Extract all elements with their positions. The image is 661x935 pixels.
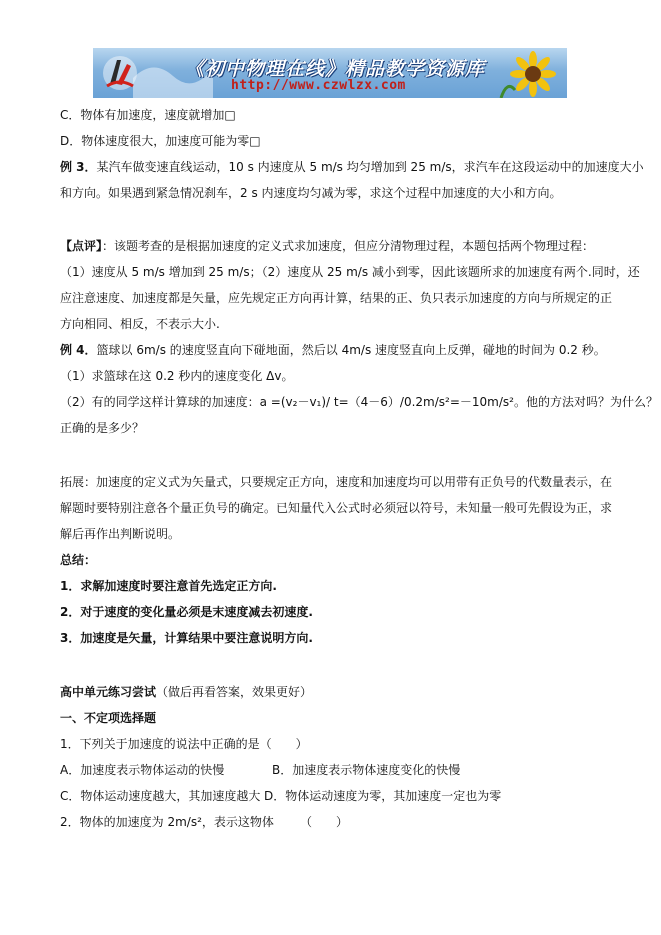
header-banner (93, 48, 567, 98)
example-4-line-2: （1）求篮球在这 0.2 秒内的速度变化 Δv。 (60, 369, 294, 383)
summary-item-2: 2．对于速度的变化量必须是末速度减去初速度. (60, 605, 313, 619)
example-3-label: 例 3． (60, 160, 97, 174)
summary-item-1: 1．求解加速度时要注意首先选定正方向. (60, 579, 277, 593)
question-1-option-b: B．加速度表示物体速度变化的快慢 (272, 763, 461, 777)
example-4-text: 篮球以 6m/s 的速度竖直向下碰地面，然后以 4m/s 速度竖直向上反弹，碰地的时间为 0.2 秒。 (96, 343, 606, 357)
summary-item-3: 3．加速度是矢量，计算结果中要注意说明方向. (60, 631, 313, 645)
comment-text: ：该题考查的是根据加速度的定义式求加速度，但应分清物理过程，本题包括两个物理过程： (102, 239, 595, 253)
option-c-line: C．物体有加速度，速度就增加□ (60, 108, 236, 122)
practice-heading-note: （做后再看答案，效果更好） (156, 685, 313, 699)
example-4-line-1 (60, 342, 606, 358)
question-1-option-a: A．加速度表示物体运动的快慢 (60, 763, 225, 777)
logo-icon (101, 54, 139, 92)
banner-url[interactable]: http://www.czwlzx.com (231, 78, 406, 93)
question-2-blank: （ ） (300, 815, 349, 829)
question-2: 2．物体的加速度为 2m/s²，表示这物体 (60, 815, 274, 829)
question-1-option-d: D．物体运动速度为零，其加速度一定也为零 (264, 789, 502, 803)
example-4-line-4: 正确的是多少？ (60, 421, 145, 435)
sunflower-icon (499, 50, 563, 98)
comment-line-2: （1）速度从 5 m/s 增加到 25 m/s；（2）速度从 25 m/s 减小到零，因此该题所求的加速度有两个.同时，还 (60, 265, 640, 279)
example-3-line-2: 和方向。如果遇到紧急情况刹车，2 s 内速度均匀减为零，求这个过程中加速度的大小和方向。 (60, 186, 562, 200)
extension-line-2: 解题时要特别注意各个量正负号的确定。已知量代入公式时必须冠以符号，未知量一般可先假设为正，求 (60, 501, 613, 515)
summary-heading: 总结： (60, 553, 97, 567)
example-3-text: 某汽车做变速直线运动，10 s 内速度从 5 m/s 均匀增加到 25 m/s，求汽车在这段运动中的加速度大小 (96, 160, 644, 174)
extension-line-3: 解后再作出判断说明。 (60, 527, 181, 541)
comment-line-4: 方向相同、相反，不表示大小. (60, 317, 220, 331)
comment-label: 【点评】 (60, 239, 103, 253)
practice-heading-bold: 高中单元练习尝试 (60, 685, 157, 699)
comment-line-1 (60, 238, 594, 254)
extension-line-1: 拓展：加速度的定义式为矢量式，只要规定正方向，速度和加速度均可以用带有正负号的代数量表示，在 (60, 475, 613, 489)
question-1-option-c: C．物体运动速度越大，其加速度越大 (60, 789, 261, 803)
example-3-line-1 (60, 159, 644, 175)
example-4-label: 例 4． (60, 343, 97, 357)
example-4-line-3: （2）有的同学这样计算球的加速度：a =(v₂－v₁)/ t=（4－6）/0.2m/s²=－10m/s²。他的方法对吗？为什么？ (60, 395, 658, 409)
practice-heading (60, 684, 312, 700)
section-heading: 一、不定项选择题 (60, 711, 157, 725)
option-d-line: D．物体速度很大，加速度可能为零□ (60, 134, 261, 148)
question-1: 1．下列关于加速度的说法中正确的是（ ） (60, 737, 308, 751)
comment-line-3: 应注意速度、加速度都是矢量，应先规定正方向再计算，结果的正、负只表示加速度的方向与所规定的正 (60, 291, 613, 305)
banner-title: 《初中物理在线》精品教学资源库 (185, 58, 486, 80)
